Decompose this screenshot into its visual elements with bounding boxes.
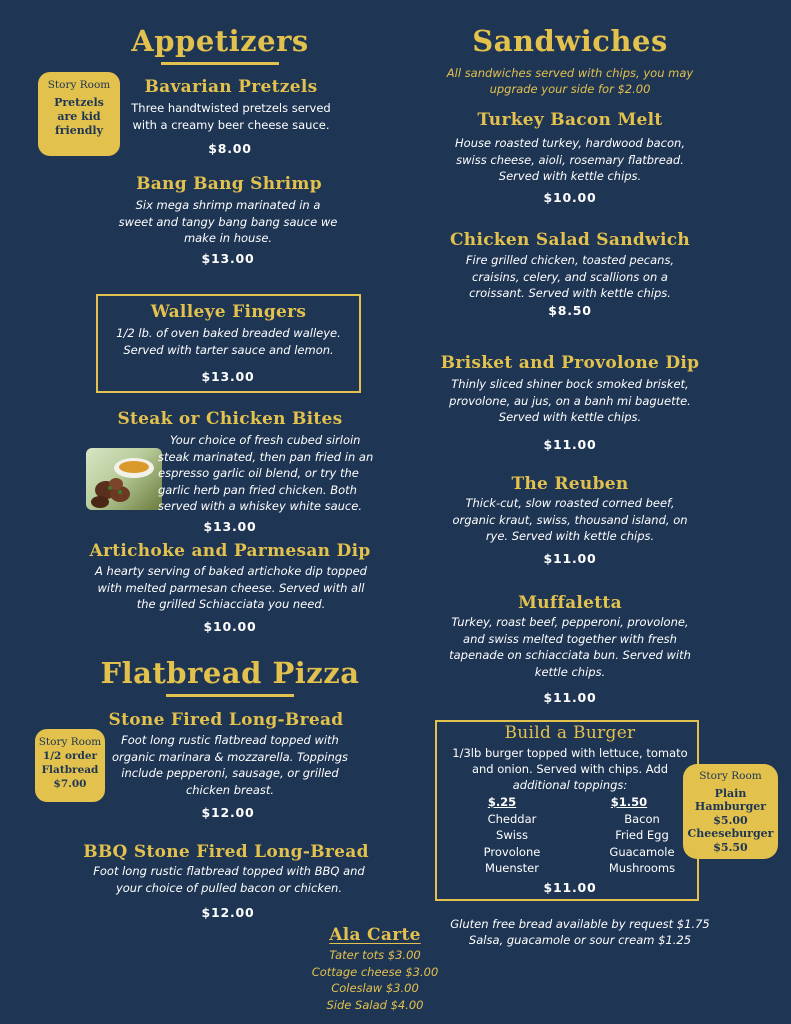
item-price-bbq-long-bread: $12.00	[201, 905, 255, 920]
item-name-brisket-provolone-dip: Brisket and Provolone Dip	[440, 353, 700, 373]
flatbread-underline	[166, 694, 294, 697]
item-desc-muffaletta: Turkey, roast beef, pepperoni, provolone, and swiss melted together with fresh tapenade on schiacciata bun. Served with kettle chips.	[449, 615, 691, 679]
item-price-turkey-bacon-melt: $10.00	[543, 190, 597, 205]
item-desc-bavarian-pretzels: Three handtwisted pretzels served with a creamy beer cheese sauce.	[131, 101, 331, 132]
build-a-burger-title: Build a Burger	[504, 723, 636, 743]
alacarte-item: Cottage cheese $3.00	[311, 964, 439, 979]
item-name-turkey-bacon-melt: Turkey Bacon Melt	[477, 110, 663, 130]
topping-item: Guacamole	[609, 844, 675, 859]
item-price-stone-fired-long-bread: $12.00	[201, 805, 255, 820]
toppings-column-150: $1.50 Bacon Fried Egg Guacamole Mushrooms	[596, 794, 688, 877]
build-a-burger-desc: 1/3lb burger topped with lettuce, tomato and onion. Served with chips. Add additional toppings:	[452, 746, 688, 792]
item-name-the-reuben: The Reuben	[511, 474, 629, 494]
item-name-steak-chicken-bites: Steak or Chicken Bites	[117, 409, 343, 429]
appetizers-underline	[161, 62, 279, 65]
flatbread-title: Flatbread Pizza	[100, 656, 360, 690]
topping-item: Cheddar	[487, 811, 537, 826]
item-price-muffaletta: $11.00	[543, 690, 597, 705]
extras-note: Gluten free bread available by request $1.75 Salsa, guacamole or sour cream $1.25	[450, 917, 710, 947]
item-desc-brisket-provolone-dip: Thinly sliced shiner bock smoked brisket, provolone, au jus, on a banh mi baguette. Served with kettle chips.	[449, 377, 691, 424]
item-price-steak-chicken-bites: $13.00	[203, 519, 257, 534]
alacarte-item: Side Salad $4.00	[326, 997, 424, 1012]
item-desc-bbq-long-bread: Foot long rustic flatbread topped with BBQ and your choice of pulled bacon or chicken.	[93, 864, 365, 895]
item-desc-steak-chicken-bites: Your choice of fresh cubed sirloin steak marinated, then pan fried in an espresso garlic oil blend, or try the garlic herb pan fried chicken. Both served with a whiskey white sauce.	[158, 433, 374, 513]
item-name-artichoke-dip: Artichoke and Parmesan Dip	[89, 541, 371, 561]
item-desc-turkey-bacon-melt: House roasted turkey, hardwood bacon, swiss cheese, aioli, rosemary flatbread. Served with kettle chips.	[455, 136, 685, 183]
topping-item: Provolone	[483, 844, 541, 859]
item-desc-the-reuben: Thick-cut, slow roasted corned beef, organic kraut, swiss, thousand island, on rye. Served with kettle chips.	[452, 496, 688, 543]
item-name-stone-fired-long-bread: Stone Fired Long-Bread	[108, 710, 344, 730]
sandwiches-note: All sandwiches served with chips, you may upgrade your side for $2.00	[446, 66, 694, 96]
item-name-bbq-long-bread: BBQ Stone Fired Long-Bread	[83, 842, 369, 862]
sandwiches-title: Sandwiches	[472, 24, 668, 58]
alacarte-list	[290, 947, 460, 1013]
topping-item: Muenster	[485, 861, 539, 875]
item-price-walleye-fingers: $13.00	[201, 369, 255, 384]
item-price-the-reuben: $11.00	[543, 551, 597, 566]
item-name-walleye-fingers: Walleye Fingers	[150, 302, 307, 322]
alacarte-title: Ala Carte	[329, 925, 421, 945]
item-price-chicken-salad-sandwich: $8.50	[548, 303, 592, 318]
toppings-column-25: $.25 Cheddar Swiss Provolone Muenster	[472, 794, 552, 877]
item-desc-artichoke-dip: A hearty serving of baked artichoke dip topped with melted parmesan cheese. Served with all the grilled Schiacciata you need.	[95, 564, 367, 611]
item-price-brisket-provolone-dip: $11.00	[543, 437, 597, 452]
item-price-artichoke-dip: $10.00	[203, 619, 257, 634]
steak-bites-photo	[86, 448, 162, 510]
item-price-bang-bang-shrimp: $13.00	[201, 251, 255, 266]
story-room-burger-badge: Story Room Plain Hamburger $5.00 Cheeseburger $5.50	[683, 764, 778, 859]
item-name-chicken-salad-sandwich: Chicken Salad Sandwich	[449, 230, 691, 250]
story-room-flatbread-badge: Story Room 1/2 order Flatbread $7.00	[35, 729, 105, 802]
item-name-bavarian-pretzels: Bavarian Pretzels	[144, 77, 318, 97]
story-room-pretzels-badge: Story Room Pretzels are kid friendly	[38, 72, 120, 156]
item-desc-bang-bang-shrimp: Six mega shrimp marinated in a sweet and tangy bang bang sauce we make in house.	[118, 198, 338, 245]
topping-item: Swiss	[496, 828, 528, 842]
alacarte-item: Tater tots $3.00	[329, 948, 421, 962]
item-name-bang-bang-shrimp: Bang Bang Shrimp	[136, 174, 322, 194]
topping-item: Bacon	[624, 811, 660, 826]
item-name-muffaletta: Muffaletta	[518, 593, 622, 613]
topping-item: Fried Egg	[615, 828, 669, 842]
appetizers-title: Appetizers	[131, 24, 309, 58]
alacarte-item: Coleslaw $3.00	[331, 981, 419, 995]
item-desc-stone-fired-long-bread: Foot long rustic flatbread topped with organic marinara & mozzarella. Toppings include pepperoni, sausage, or grilled chicken breast.	[111, 733, 349, 797]
build-a-burger-price: $11.00	[543, 880, 597, 895]
item-desc-walleye-fingers: 1/2 lb. of oven baked breaded walleye. Served with tarter sauce and lemon.	[116, 326, 341, 357]
item-price-bavarian-pretzels: $8.00	[208, 141, 252, 156]
topping-item: Mushrooms	[608, 861, 676, 875]
item-desc-chicken-salad-sandwich: Fire grilled chicken, toasted pecans, craisins, celery, and scallions on a croissant. Served with kettle chips.	[465, 253, 675, 300]
